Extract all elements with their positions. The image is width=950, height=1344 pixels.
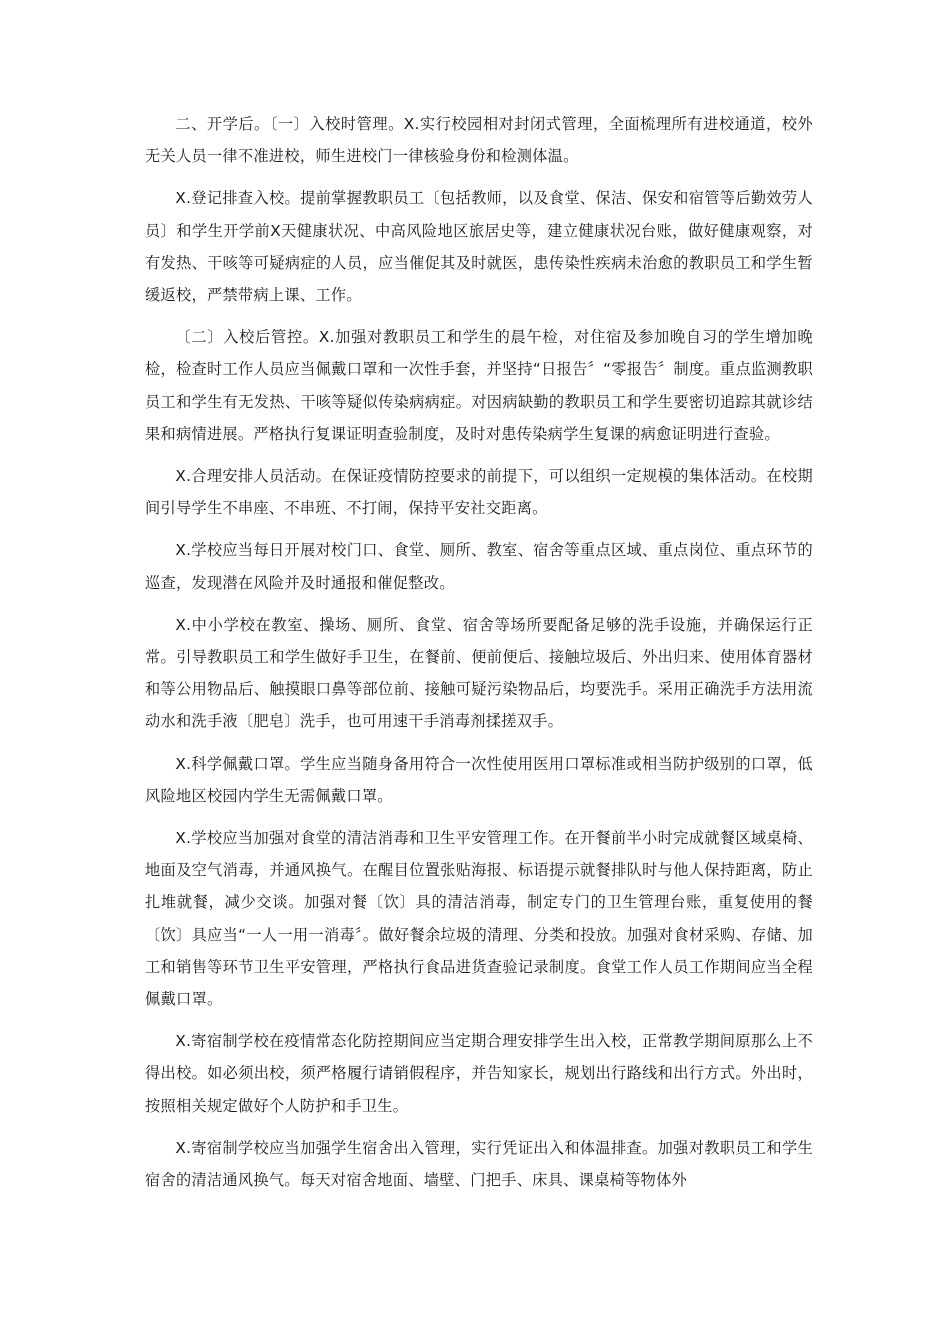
- paragraph-1: 二、开学后。〔一〕入校时管理。X.实行校园相对封闭式管理，全面梳理所有进校通道，校外无关人员一律不准进校，师生进校门一律核验身份和检测体温。: [145, 115, 813, 166]
- paragraph-10: X.寄宿制学校应当加强学生宿舍出入管理，实行凭证出入和体温排查。加强对教职员工和学生宿舍的清洁通风换气。每天对宿舍地面、墙壁、门把手、床具、课桌椅等物体外: [145, 1138, 813, 1190]
- paragraph-3: 〔二〕入校后管控。X.加强对教职员工和学生的晨午检，对住宿及参加晚自习的学生增加晚检，检查时工作人员应当佩戴口罩和一次性手套，并坚持“日报告〞“零报告〞制度。重点监测教职员工和学生有无发热、干咳等疑似传染病病症。对因病缺勤的教职员工和学生要密切追踪其就诊结果和病情进展。严格执行复课证明查验制度，及时对患传染病学生复课的病愈证明进行查验。: [145, 328, 813, 443]
- paragraph-5: X.学校应当每日开展对校门口、食堂、厕所、教室、宿舍等重点区域、重点岗位、重点环节的巡查，发现潜在风险并及时通报和催促整改。: [145, 541, 813, 592]
- paragraph-2: X.登记排查入校。提前掌握教职员工〔包括教师，以及食堂、保洁、保安和宿管等后勤效劳人员〕和学生开学前X天健康状况、中高风险地区旅居史等，建立健康状况台账，做好健康观察，对有发热、干咳等可疑病症的人员，应当催促其及时就医，患传染性疾病未治愈的教职员工和学生暂缓返校，严禁带病上课、工作。: [145, 189, 813, 305]
- paragraph-9: X.寄宿制学校在疫情常态化防控期间应当定期合理安排学生出入校，正常教学期间原那么上不得出校。如必须出校，须严格履行请销假程序，并告知家长，规划出行路线和出行方式。外出时，按照相关规定做好个人防护和手卫生。: [145, 1032, 813, 1115]
- paragraph-7: X.科学佩戴口罩。学生应当随身备用符合一次性使用医用口罩标准或相当防护级别的口罩，低风险地区校园内学生无需佩戴口罩。: [145, 754, 813, 805]
- paragraph-4: X.合理安排人员活动。在保证疫情防控要求的前提下，可以组织一定规模的集体活动。在校期间引导学生不串座、不串班、不打闹，保持平安社交距离。: [145, 467, 813, 518]
- paragraph-6: X.中小学校在教室、操场、厕所、食堂、宿舍等场所要配备足够的洗手设施，并确保运行正常。引导教职员工和学生做好手卫生，在餐前、便前便后、接触垃圾后、外出归来、使用体育器材和等公用物品后、触摸眼口鼻等部位前、接触可疑污染物品后，均要洗手。采用正确洗手方法用流动水和洗手液〔肥皂〕洗手，也可用速干手消毒剂揉搓双手。: [145, 615, 813, 731]
- paragraph-8: X.学校应当加强对食堂的清洁消毒和卫生平安管理工作。在开餐前半小时完成就餐区域桌椅、地面及空气消毒，并通风换气。在醒目位置张贴海报、标语提示就餐排队时与他人保持距离，防止扎堆就餐，减少交谈。加强对餐〔饮〕具的清洁消毒，制定专门的卫生管理台账，重复使用的餐〔饮〕具应当“一人一用一消毒〞。做好餐余垃圾的清理、分类和投放。加强对食材采购、存储、加工和销售等环节卫生平安管理，严格执行食品进货查验记录制度。食堂工作人员工作期间应当全程佩戴口罩。: [145, 829, 813, 1009]
- document-body: [145, 108, 813, 1206]
